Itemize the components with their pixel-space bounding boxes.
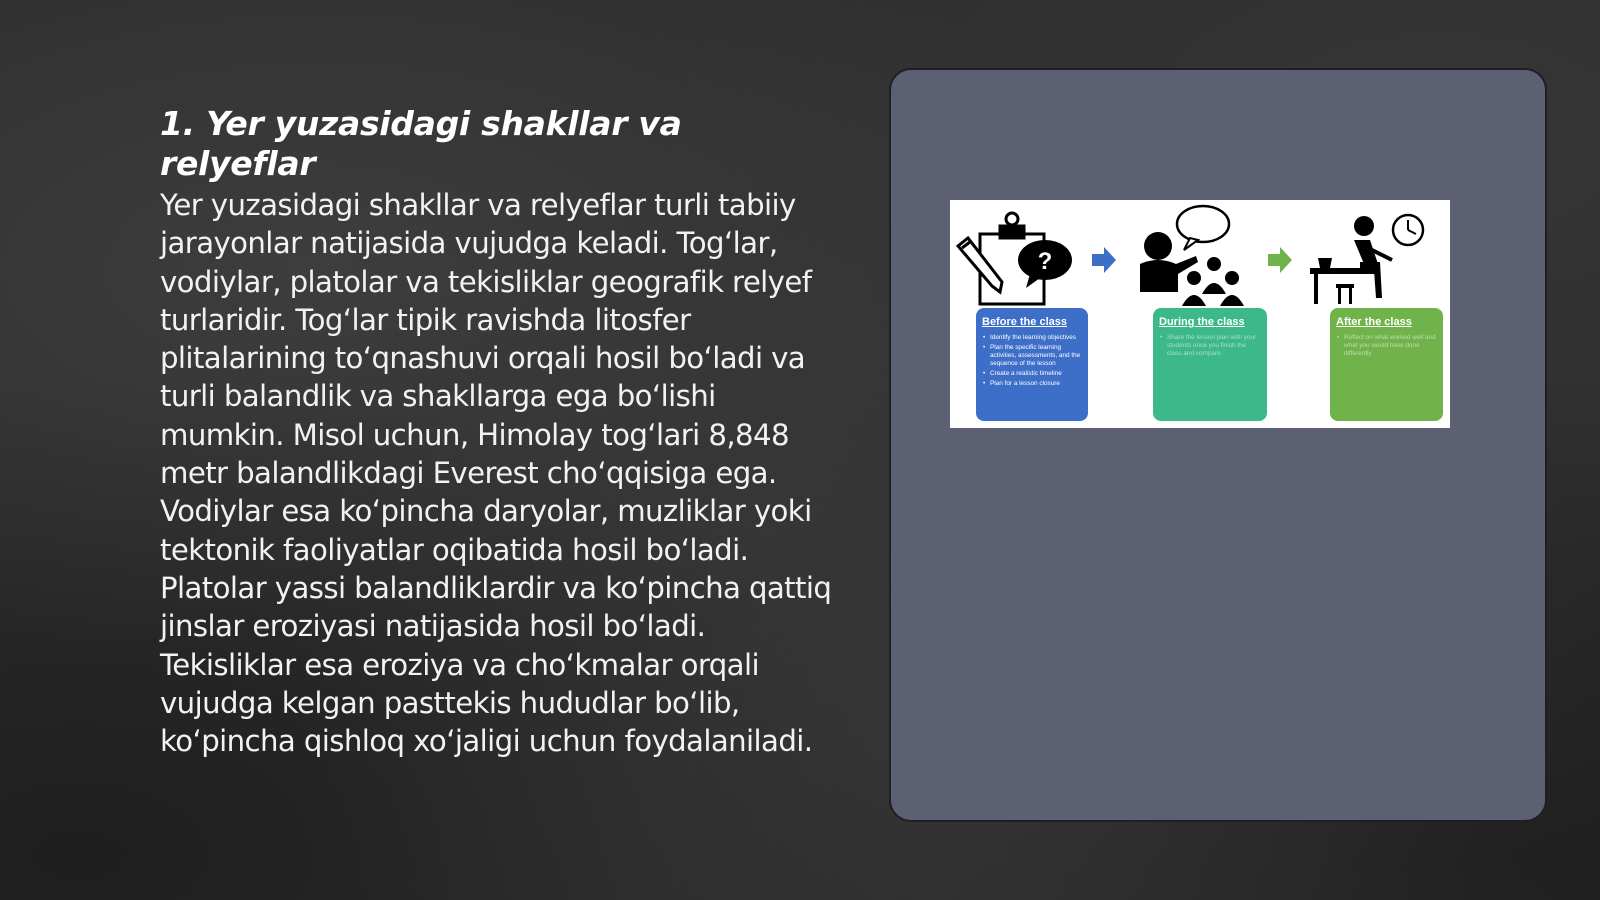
slide-title: 1. Yer yuzasidagi shakllar va relyeflar: [160, 104, 682, 183]
before-class-title: Before the class: [982, 316, 1067, 328]
after-class-list: [1336, 334, 1437, 358]
after-class-item: • Reflect on what worked well and what you would have done differently: [1344, 334, 1437, 358]
during-class-card: [1153, 308, 1267, 421]
after-class-card: [1330, 308, 1443, 421]
clipboard-question-icon: [958, 213, 1072, 304]
arrow-right-icon: [1092, 247, 1116, 273]
during-class-item: • Share the lesson plan with your students once you finish the class and compare: [1167, 334, 1261, 358]
person-at-desk-clock-icon: [1310, 215, 1423, 304]
before-class-item: • Identify the learning objectives: [990, 334, 1082, 342]
arrow-right-icon: [1268, 247, 1292, 273]
before-class-list: [982, 334, 1082, 388]
during-class-title: During the class: [1159, 316, 1245, 328]
svg-text:?: ?: [1037, 248, 1053, 275]
lesson-plan-diagram: [950, 200, 1450, 428]
before-class-item: • Plan the specific learning activities, assessments, and the sequence of the lesson: [990, 344, 1082, 368]
slide-body-text: Yer yuzasidagi shakllar va relyeflar turli tabiiy jarayonlar natijasida vujudga keladi. Tog‘lar, vodiylar, platolar va tekisliklar geografik relyef turlaridir. Tog‘lar tipik ravishda litosfer plitalarining to‘qnashuvi orqali hosil bo‘ladi va turli balandlik va shakllarga ega bo‘lishi mumkin. Misol uchun, Himolay tog‘lari 8,848 metr balandlikdagi Everest cho‘qqisiga ega. Vodiylar esa ko‘pincha daryolar, muzliklar yoki tektonik faoliyatlar oqibatida hosil bo‘ladi. Platolar yassi balandliklardir va ko‘pincha qattiq jinslar eroziyasi natijasida hosil bo‘ladi. Tekisliklar esa eroziya va cho‘kmalar orqali vujudga kelgan pasttekis hududlar bo‘lib, ko‘pincha qishloq xo‘jaligi uchun foydalaniladi.: [160, 188, 832, 759]
after-class-title: After the class: [1336, 316, 1412, 328]
before-class-item: • Plan for a lesson closure: [990, 380, 1082, 388]
teacher-students-icon: [1140, 206, 1244, 306]
before-class-card: [976, 308, 1088, 421]
before-class-item: • Create a realistic timeline: [990, 370, 1082, 378]
during-class-list: [1159, 334, 1261, 358]
diagram-icons: [950, 200, 1450, 310]
image-panel: [889, 68, 1547, 822]
